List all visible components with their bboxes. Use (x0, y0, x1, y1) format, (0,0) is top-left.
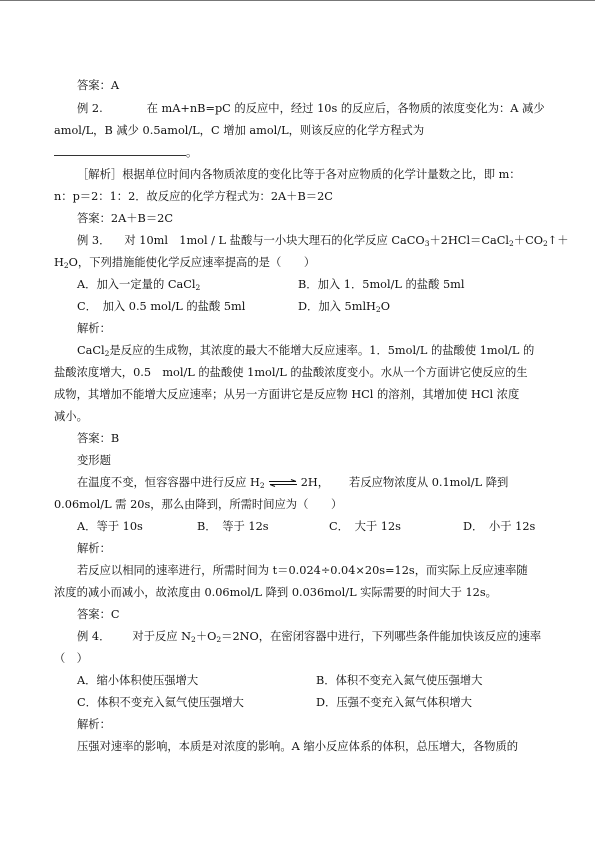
text-line: CaCl$_2$是反应的生成物，其浓度的最大不能增大反应速率。1．5mol/L 的盐酸使 1mol/L 的 (77, 344, 535, 358)
example-4-line: 例 4． 对于反应 $N_2+O_2=2NO$，在密闭容器中进行，下列哪些条件能加快该反应的速率 (77, 630, 542, 644)
variant-heading: 变形题 (77, 454, 111, 467)
text-line: 成物，其增加不能增大反应速率；从另一方面讲它是反应物 HCl 的溶剂，其增加使 HCl 浓度 (54, 388, 520, 401)
text-line: 0.06mol/L 需 20s，那么由降到，所需时间应为（ ） (54, 498, 343, 511)
answer-blank (54, 145, 186, 156)
answer-line: 答案：B (77, 432, 120, 445)
option-line: D．加入 5mlH$_2$O (298, 300, 390, 314)
option-line: A．等于 10s (77, 520, 143, 533)
text-line: 浓度的减小而减小，故浓度由 0.06mol/L 降到 0.036mol/L 实际需要的时间大于 12s。 (54, 586, 497, 599)
text-line: （ ） (54, 652, 88, 665)
text-line: 在温度不变，恒容容器中进行反应 $H_2$ 2H， 若反应物浓度从 0.1mol/L 降到 (77, 476, 509, 490)
option-line: B． 等于 12s (197, 520, 269, 533)
answer-line: 答案：A (77, 79, 120, 92)
option-line: A．缩小体积使压强增大 (77, 674, 199, 687)
example-3-line: 例 3． 对 10ml 1mol / L 盐酸与一小块大理石的化学反应 $CaCO_3+2HCl=CaCl_2+CO_2↑+$ (77, 234, 569, 248)
option-line: D．压强不变充入氮气体积增大 (316, 696, 472, 709)
answer-line: 答案：2A＋B＝2C (77, 212, 173, 225)
text-line: 压强对速率的影响，本质是对浓度的影响。A 缩小反应体系的体积，总压增大，各物质的 (77, 740, 519, 753)
example-2-line: 例 2. 在 mA+nB=pC 的反应中，经过 10s 的反应后，各物质的浓度变化为：A 减少 (77, 102, 545, 115)
option-line: C． 加入 0.5 mol/L 的盐酸 5ml (77, 300, 246, 313)
option-line: D． 小于 12s (463, 520, 536, 533)
text-line: amol/L，B 减少 0.5amol/L，C 增加 amol/L，则该反应的化学方程式为 (54, 124, 425, 137)
text-line: n：p＝2：1：2．故反应的化学方程式为：2A＋B＝2C (54, 190, 333, 203)
answer-line: 答案：C (77, 608, 120, 621)
option-line: A．加入一定量的 CaCl$_2$ (77, 278, 201, 292)
top-rule (0, 0, 595, 1)
analysis-label: 解析： (77, 322, 111, 335)
text-line: 若反应以相同的速率进行，所需时间为 t＝0.024÷0.04×20s=12s，而实际上反应速率随 (77, 564, 528, 577)
text-line: $H_2O$，下列措施能使化学反应速率提高的是（ ） (54, 256, 316, 270)
option-line: C． 大于 12s (329, 520, 401, 533)
text-line: 减小。 (54, 410, 88, 423)
option-line: C．体积不变充入氦气使压强增大 (77, 696, 244, 709)
analysis-label: 解析： (77, 542, 111, 555)
analysis-label: 解析： (77, 718, 111, 731)
equilibrium-arrow-icon (268, 479, 298, 487)
blank-line: 。 (54, 145, 197, 160)
text-line: 盐酸浓度增大，0.5 mol/L 的盐酸使 1mol/L 的盐酸浓度变小。水从一个方面讲它使反应的生 (54, 366, 528, 379)
option-line: B．加入 1．5mol/L 的盐酸 5ml (298, 278, 465, 291)
option-line: B．体积不变充入氮气使压强增大 (316, 674, 483, 687)
analysis-line: ［解析］根据单位时间内各物质浓度的变化比等于各对应物质的化学计量数之比，即 m： (77, 168, 521, 181)
